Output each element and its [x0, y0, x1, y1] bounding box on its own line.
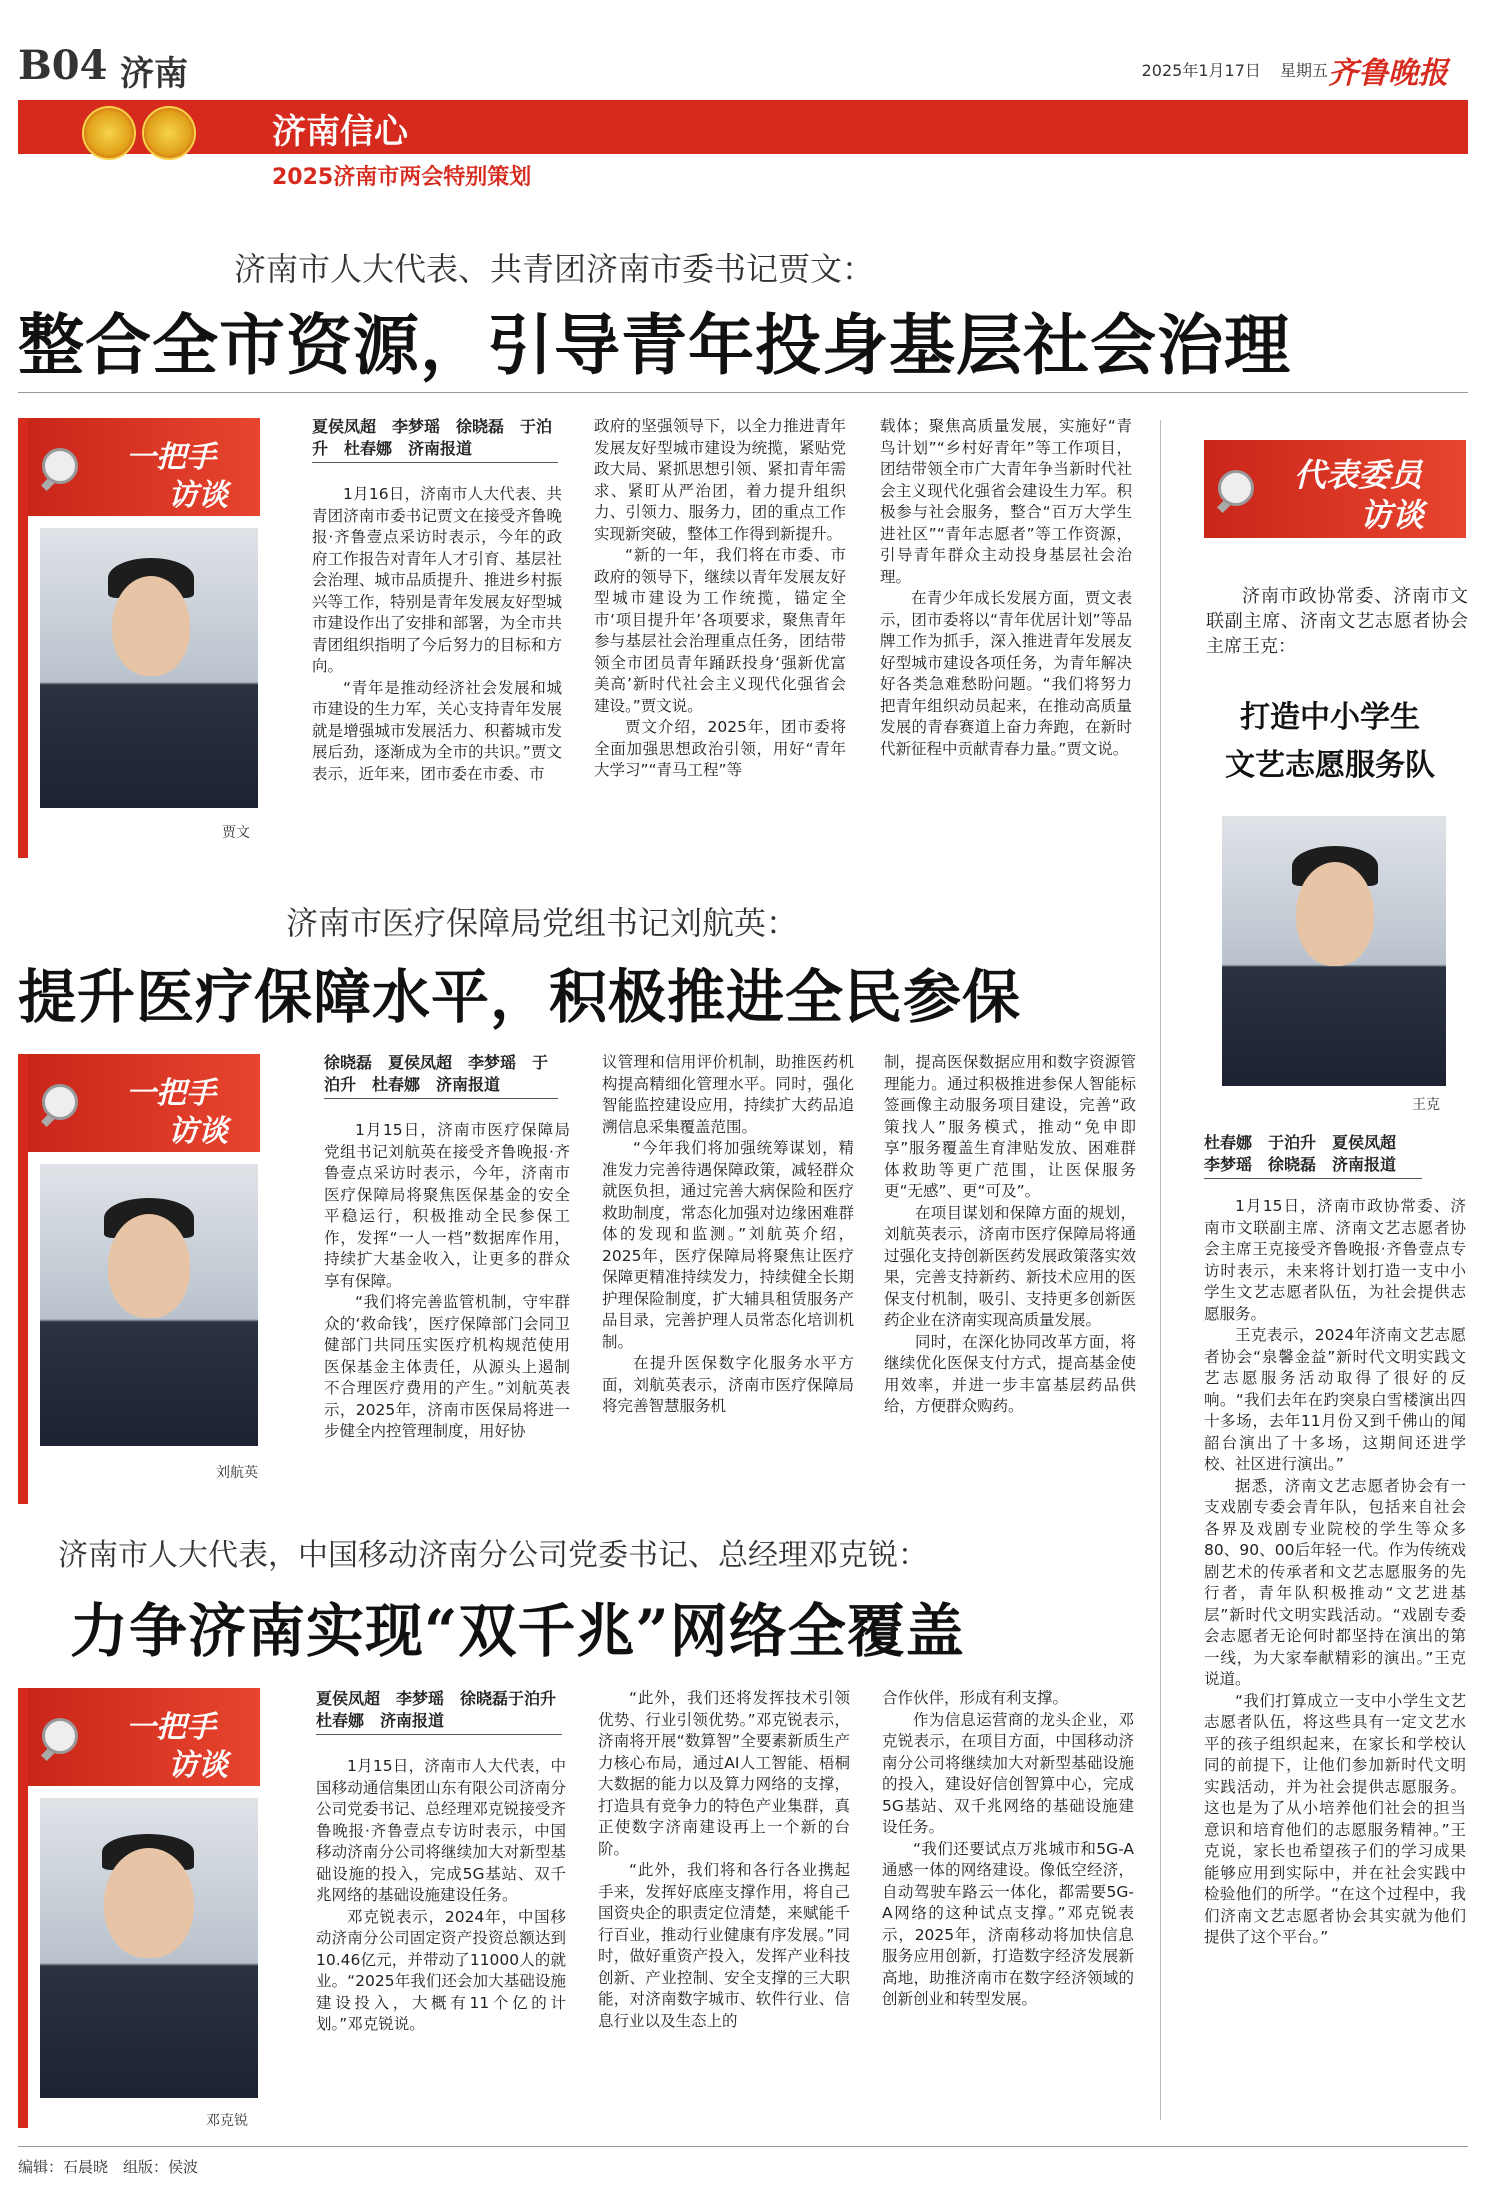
article2-column-3	[884, 1052, 1136, 1502]
paragraph: 议管理和信用评价机制，助推医药机构提高精细化管理水平。同时，强化智能监控建设应用，持续扩大药品追溯信息采集覆盖范围。	[602, 1053, 854, 1136]
paragraph: 1月15日，济南市医疗保障局党组书记刘航英在接受齐鲁晚报·齐鲁壹点采访时表示，今年，济南市医疗保障局将聚焦医保基金的安全平稳运行，积极推动全民参保工作，发挥“一人一档”数据库作用，持续扩大基金收入，让更多的群众享有保障。	[324, 1121, 570, 1290]
article1-column-1	[312, 484, 562, 854]
paragraph: 政府的坚强领导下，以全力推进青年发展友好型城市建设为统揽，紧贴党政大局、紧抓思想引领、紧扣青年需求、紧盯从严治团，着力提升组织力、引领力、服务力，团的重点工作实现新突破，整体工作得到新提升。	[594, 417, 846, 543]
photo-caption: 刘航英	[216, 1465, 258, 1481]
microphone-head-icon	[42, 448, 78, 484]
portrait-jia-wen	[40, 528, 258, 808]
paragraph: “我们将完善监管机制，守牢群众的‘救命钱’，医疗保障部门会同卫健部门共同压实医疗机构规范使用医保基金主体责任，从源头上遏制不合理医疗费用的产生。”刘航英表示，2025年，济南市医保局将进一步健全内控管理制度，用好协	[324, 1293, 570, 1440]
paper-logo: 齐鲁晚报	[1328, 56, 1448, 91]
portrait-wang-ke	[1222, 816, 1446, 1086]
article1-column-2	[594, 416, 846, 856]
paragraph: 在提升医保数字化服务水平方面，刘航英表示，济南市医疗保障局将完善智慧服务机	[602, 1354, 854, 1415]
date-text: 2025年1月17日	[1141, 61, 1261, 80]
paragraph: “新的一年，我们将在市委、市政府的领导下，继续以青年发展友好型城市建设为工作统揽，锚定全市‘项目提升年’各项要求，聚焦青年参与基层社会治理重点任务，团结带领全市团员青年踊跃投身‘强新优富美高’新时代社会主义现代化强省会建设。”贾文说。	[594, 546, 846, 715]
article3-column-1	[316, 1756, 566, 2136]
paragraph: 同时，在深化协同改革方面，将继续优化医保支付方式，提高基金使用效率，并进一步丰富基层药品供给，方便群众购药。	[884, 1332, 1136, 1415]
badge-line1: 一把手	[126, 1710, 216, 1745]
paragraph: “我们打算成立一支中小学生文艺志愿者队伍，将这些具有一定文艺水平的孩子组织起来，在家长和学校认同的前提下，让他们参加新时代文明实践活动，并为社会提供志愿服务。这也是为了从小培养他们社会的担当意识和培育他们的志愿服务精神。”王克说，家长也希望孩子们的学习成果能够应用到实际中，并在社会实践中检验他们的所学。“在这个过程中，我们济南文艺志愿者协会其实就为他们提供了这个平台。”	[1204, 1691, 1466, 1946]
article2-column-2	[602, 1052, 854, 1502]
badge-line1: 代表委员	[1294, 456, 1423, 494]
sidebar-byline: 杜春娜 于泊升 夏侯凤超 李梦瑶 徐晓磊 济南报道	[1204, 1132, 1422, 1179]
paragraph: “青年是推动经济社会发展和城市建设的生力军，关心支持青年发展就是增强城市发展活力、积蓄城市发展后劲，逐渐成为全市的共识。”贾文表示，近年来，团市委在市委、市	[312, 678, 562, 783]
paragraph: 在项目谋划和保障方面的规划，刘航英表示，济南市医疗保障局将通过强化支持创新医药发展政策落实效果，完善支持新药、新技术应用的医保支付机制，吸引、支持更多创新医药企业在济南实现高质量发展。	[884, 1203, 1136, 1329]
paragraph: 1月15日，济南市政协常委、济南市文联副主席、济南文艺志愿者协会主席王克接受齐鲁晚报·齐鲁壹点专访时表示，未来将计划打造一支中小学生文艺志愿者队伍，为社会提供志愿服务。	[1204, 1197, 1466, 1323]
issue-date	[1142, 58, 1328, 81]
badge-line2: 访谈	[168, 478, 228, 513]
article3-kicker: 济南市人大代表，中国移动济南分公司党委书记、总经理邓克锐：	[58, 1538, 928, 1573]
article2-kicker: 济南市医疗保障局党组书记刘航英：	[286, 904, 799, 942]
badge-line2: 访谈	[168, 1748, 228, 1783]
portrait-deng-kerui	[40, 1798, 258, 2098]
sidebar-intro-text: 济南市政协常委、济南市文联副主席、济南文艺志愿者协会主席王克：	[1206, 586, 1468, 657]
representative-badge	[1204, 440, 1466, 538]
interview-badge	[28, 1054, 260, 1152]
badge-line2: 访谈	[168, 1114, 228, 1149]
article2-headline: 提升医疗保障水平，积极推进全民参保	[18, 963, 1022, 1031]
paragraph: 制，提高医保数据应用和数字资源管理能力。通过积极推进参保人智能标签画像主动服务项目建设，完善“政策找人”服务模式，推动“免申即享”服务覆盖生育津贴发放、困难群体救助等更广范围，让医保服务更“无感”、更“可及”。	[884, 1053, 1136, 1200]
photo-caption: 邓克锐	[206, 2113, 248, 2129]
section-banner	[18, 100, 1468, 154]
article1-byline: 夏侯凤超 李梦瑶 徐晓磊 于泊升 杜春娜 济南报道	[312, 416, 558, 463]
paragraph: “此外，我们还将发挥技术引领优势、行业引领优势。”邓克锐表示，济南将开展“数算智”全要素新质生产力核心布局，通过AI人工智能、梧桐大数据的能力以及算力网络的支撑，打造具有竞争力的特色产业集群，真正使数字济南建设再上一个新的台阶。	[598, 1689, 850, 1858]
badge-line1: 一把手	[126, 1076, 216, 1111]
accent-bar	[18, 418, 28, 858]
paragraph: 载体；聚焦高质量发展，实施好“青鸟计划”“乡村好青年”等工作项目，团结带领全市广大青年争当新时代社会主义现代化强省会建设生力军。积极参与社会服务，整合“百万大学生进社区”“青年志愿者”等工作资源，引导青年群众主动投身基层社会治理。	[880, 417, 1132, 586]
paragraph: “此外，我们将和各行各业携起手来，发挥好底座支撑作用，将自己国资央企的职责定位清楚，来赋能千行百业，推动行业健康有序发展。”同时，做好重资产投入，发挥产业科技创新、产业控制、安全支撑的三大职能，对济南数字城市、软件行业、信息行业以及生态上的	[598, 1861, 850, 2030]
photo-caption: 贾文	[222, 825, 250, 841]
banner-subtitle: 2025济南市两会特别策划	[272, 165, 532, 190]
accent-bar	[18, 1688, 28, 2128]
paragraph: 作为信息运营商的龙头企业，邓克锐表示，在项目方面，中国移动济南分公司将继续加大对新型基础设施的投入，建设好信创智算中心，完成5G基站、双千兆网络的基础设施建设任务。	[882, 1710, 1134, 1836]
article1-headline: 整合全市资源，引导青年投身基层社会治理	[18, 306, 1291, 384]
article3-column-2	[598, 1688, 850, 2136]
paragraph: 在青少年成长发展方面，贾文表示，团市委将以“青年优居计划”等品牌工作为抓手，深入推进青年发展友好型城市建设各项任务，为青年解决好各类急难愁盼问题。“我们将努力把青年组织动员起来，在推动高质量发展的青春赛道上奋力奔跑，在新时代新征程中贡献青春力量。”贾文说。	[880, 589, 1132, 758]
sidebar-title	[1192, 694, 1468, 790]
paragraph: 邓克锐表示，2024年，中国移动济南分公司固定资产投资总额达到10.46亿元，并带动了11000人的就业。“2025年我们还会加大基础设施建设投入，大概有11个亿的计划。”邓克锐说。	[316, 1907, 566, 2033]
portrait-liu-hangying	[40, 1164, 258, 1446]
sidebar-title-line1: 打造中小学生	[1240, 700, 1420, 735]
paragraph: “我们还要试点万兆城市和5G-A通感一体的网络建设。像低空经济，自动驾驶车路云一体化，都需要5G-A网络的这种试点支撑。”邓克锐表示，2025年，济南移动将加快信息服务应用创新，打造数字经济发展新高地，助推济南市在数字经济领域的创新创业和转型发展。	[882, 1839, 1134, 2008]
microphone-head-icon	[42, 1084, 78, 1120]
microphone-head-icon	[42, 1718, 78, 1754]
sidebar-intro	[1206, 584, 1468, 659]
divider	[18, 392, 1468, 393]
paragraph: 1月16日，济南市人大代表、共青团济南市委书记贾文在接受齐鲁晚报·齐鲁壹点采访时表示，今年的政府工作报告对青年人才引育、基层社会治理、城市品质提升、推进乡村振兴等工作，特别是青年发展友好型城市建设作出了安排和部署，为全市共青团组织指明了今后努力的目标和方向。	[312, 485, 562, 675]
congress-emblem-icon	[142, 106, 196, 160]
article3-column-3	[882, 1688, 1134, 2136]
divider	[18, 2146, 1468, 2147]
article2-column-1	[324, 1120, 570, 1502]
editor-credit: 编辑：石晨晓 组版：侯波	[18, 2158, 199, 2176]
sidebar-body	[1204, 1196, 1466, 2136]
photo-caption: 王克	[1412, 1097, 1440, 1113]
article1-column-3	[880, 416, 1132, 856]
article1-kicker: 济南市人大代表、共青团济南市委书记贾文：	[234, 250, 875, 288]
page-number: B04	[18, 42, 108, 89]
banner-title: 济南信心	[272, 112, 408, 152]
accent-bar	[18, 1054, 28, 1504]
paragraph: 贾文介绍，2025年，团市委将全面加强思想政治引领，用好“青年大学习”“青马工程”等	[594, 718, 846, 779]
paragraph: 合作伙伴，形成有利支撑。	[882, 1689, 1069, 1707]
interview-badge	[28, 418, 260, 516]
sidebar-title-line2: 文艺志愿服务队	[1225, 748, 1435, 783]
badge-line2: 访谈	[1360, 496, 1425, 534]
badge-line1: 一把手	[126, 440, 216, 475]
paragraph: 1月15日，济南市人大代表，中国移动通信集团山东有限公司济南分公司党委书记、总经理邓克锐接受齐鲁晚报·齐鲁壹点专访时表示，中国移动济南分公司将继续加大对新型基础设施的投入，完成5G基站、双千兆网络的基础设施建设任务。	[316, 1757, 566, 1904]
paragraph: “今年我们将加强统筹谋划，精准发力完善待遇保障政策，减轻群众就医负担，通过完善大病保险和医疗救助制度，常态化加强对边缘困难群体的发现和监测。”刘航英介绍，2025年，医疗保障局将聚焦让医疗保障更精准持续发力，持续健全长期护理保险制度，扩大辅具租赁服务产品目录，完善护理人员常态化培训机制。	[602, 1139, 854, 1351]
column-divider	[1160, 420, 1161, 2120]
article3-headline: 力争济南实现“双千兆”网络全覆盖	[70, 1597, 965, 1665]
interview-badge	[28, 1688, 260, 1786]
paragraph: 王克表示，2024年济南文艺志愿者协会“泉馨金益”新时代文明实践文艺志愿服务活动取得了很好的反响。“我们去年在趵突泉白雪楼演出四十多场，去年11月份又到千佛山的闻韶台演出了十多场，这期间还进学校、社区进行演出。”	[1204, 1326, 1466, 1473]
paragraph: 据悉，济南文艺志愿者协会有一支戏剧专委会青年队，包括来自社会各界及戏剧专业院校的学生等众多80、90、00后年轻一代。作为传统戏剧艺术的传承者和文艺志愿服务的先行者，青年队积极推动“文艺进基层”新时代文明实践活动。“戏剧专委会志愿者无论何时都坚持在演出的第一线，为大家奉献精彩的演出。”王克说道。	[1204, 1476, 1466, 1688]
weekday-text: 星期五	[1279, 61, 1328, 80]
national-emblem-icon	[82, 106, 136, 160]
article2-byline: 徐晓磊 夏侯凤超 李梦瑶 于泊升 杜春娜 济南报道	[324, 1052, 558, 1099]
section-city: 济南	[120, 54, 188, 94]
article3-byline: 夏侯凤超 李梦瑶 徐晓磊于泊升 杜春娜 济南报道	[316, 1688, 562, 1735]
microphone-head-icon	[1218, 470, 1254, 506]
